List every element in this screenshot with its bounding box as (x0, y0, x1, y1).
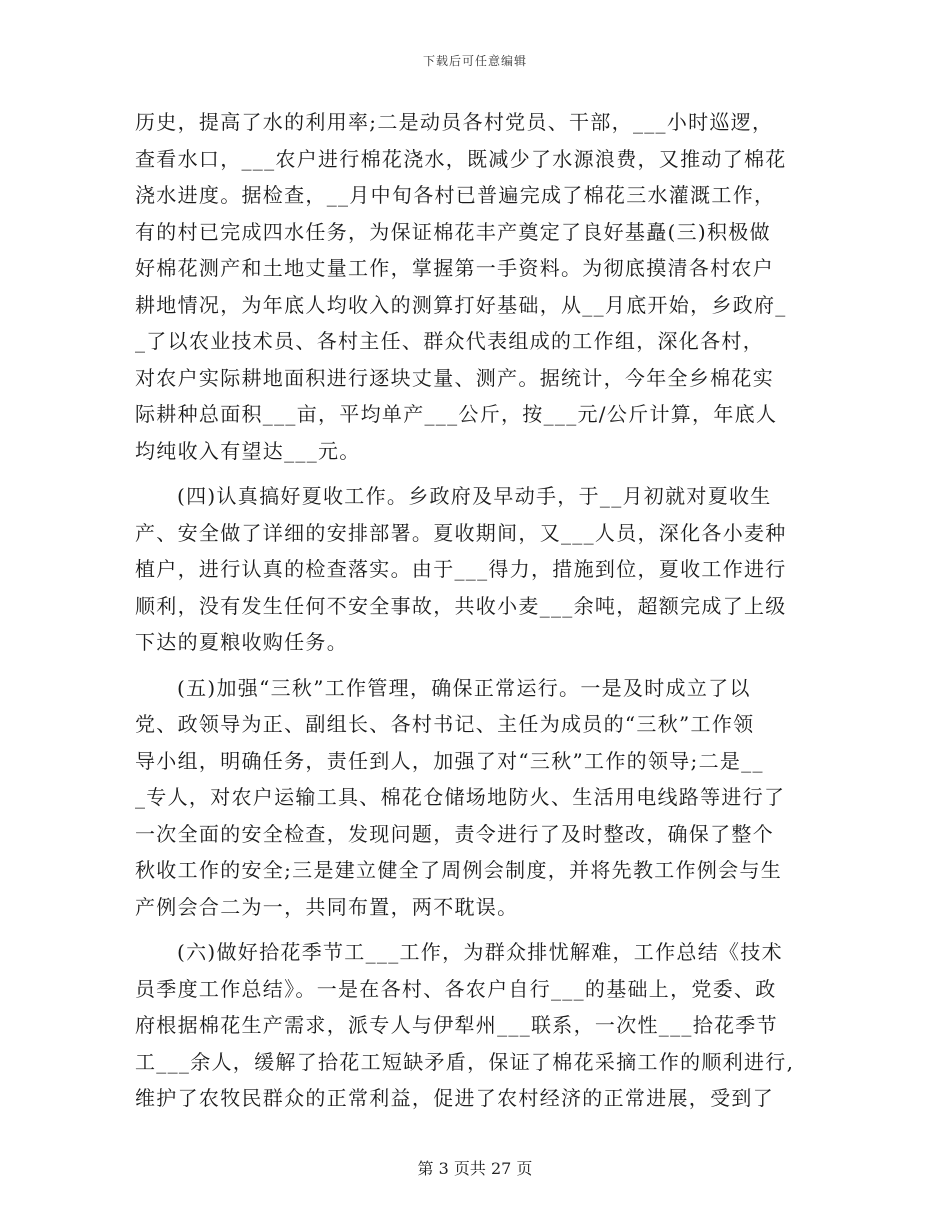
text-line: 对农户实际耕地面积进行逐块丈量、测产。据统计，今年全乡棉花实 (135, 365, 774, 390)
text-line: 产、安全做了详细的安排部署。夏收期间，又___人员，深化各小麦种 (135, 520, 787, 545)
page-number-footer: 第 3 页共 27 页 (417, 1159, 533, 1178)
paragraph (135, 670, 815, 926)
paragraph (135, 478, 815, 661)
text-line: (六)做好拾花季节工___工作，为群众排忧解难，工作总结《技术 (177, 940, 783, 964)
text-line: 产例会合二为一，共同布置，两不耽误。 (135, 894, 519, 919)
paragraph-spacer (135, 925, 815, 934)
text-line: 有的村已完成四水任务，为保证棉花丰产奠定了良好基矗(三)积极做 (135, 219, 771, 244)
text-line: 浇水进度。据检查，__月中旬各村已普遍完成了棉花三水灌溉工作， (135, 183, 776, 207)
text-line: _了以农业技术员、各村主任、群众代表组成的工作组，深化各村， (135, 329, 764, 353)
text-line: _专人，对农户运输工具、棉花仓储场地防火、生活用电线路等进行了 (135, 785, 786, 809)
text-line: 下达的夏粮收购任务。 (135, 630, 348, 654)
text-line: 查看水口，___农户进行棉花浇水，既减少了水源浪费，又推动了棉花 (135, 146, 787, 171)
text-line: 际耕种总面积___亩，平均单产___公斤，按___元/公斤计算，年底人 (135, 402, 778, 426)
paragraph (135, 104, 815, 469)
text-line: 秋收工作的安全;三是建立健全了周例会制度，并将先教工作例会与生 (135, 858, 783, 882)
text-line: 耕地情况，为年底人均收入的测算打好基础，从__月底开始，乡政府_ (135, 292, 787, 317)
paragraph-spacer (135, 469, 815, 478)
text-line: 导小组，明确任务，责任到人，加强了对“三秋”工作的领导;二是__ (135, 748, 764, 773)
text-line: (五)加强“三秋”工作管理，确保正常运行。一是及时成立了以 (177, 675, 751, 700)
paragraph (135, 934, 815, 1117)
text-line: 顺利，没有发生任何不安全事故，共收小麦___余吨，超额完成了上级 (135, 593, 787, 618)
text-line: 历史，提高了水的利用率;二是动员各村党员、干部，___小时巡逻， (135, 110, 774, 134)
text-line: 一次全面的安全检查，发现问题，责令进行了及时整改，确保了整个 (135, 821, 774, 846)
text-line: 府根据棉花生产需求，派专人与伊犁州___联系，一次性___拾花季节 (135, 1013, 778, 1037)
text-line: 工___余人，缓解了拾花工短缺矛盾，保证了棉花采摘工作的顺利进行, (135, 1049, 795, 1074)
page-header: 下载后可任意编辑 (422, 54, 527, 68)
document-body (135, 104, 815, 1117)
text-line: 均纯收入有望达___元。 (135, 438, 361, 463)
text-line: 好棉花测产和土地丈量工作，掌握第一手资料。为彻底摸清各村农户 (135, 256, 774, 280)
text-line: 员季度工作总结》。一是在各村、各农户自行___的基础上，党委、政 (135, 976, 777, 1001)
paragraph-spacer (135, 661, 815, 670)
text-line: 维护了农牧民群众的正常利益，促进了农村经济的正常进展，受到了 (135, 1086, 774, 1110)
text-line: 党、政领导为正、副组长、各村书记、主任为成员的“三秋”工作领 (135, 712, 755, 736)
text-line: (四)认真搞好夏收工作。乡政府及早动手，于__月初就对夏收生 (177, 484, 772, 508)
text-line: 植户，进行认真的检查落实。由于___得力，措施到位，夏收工作进行 (135, 557, 787, 581)
